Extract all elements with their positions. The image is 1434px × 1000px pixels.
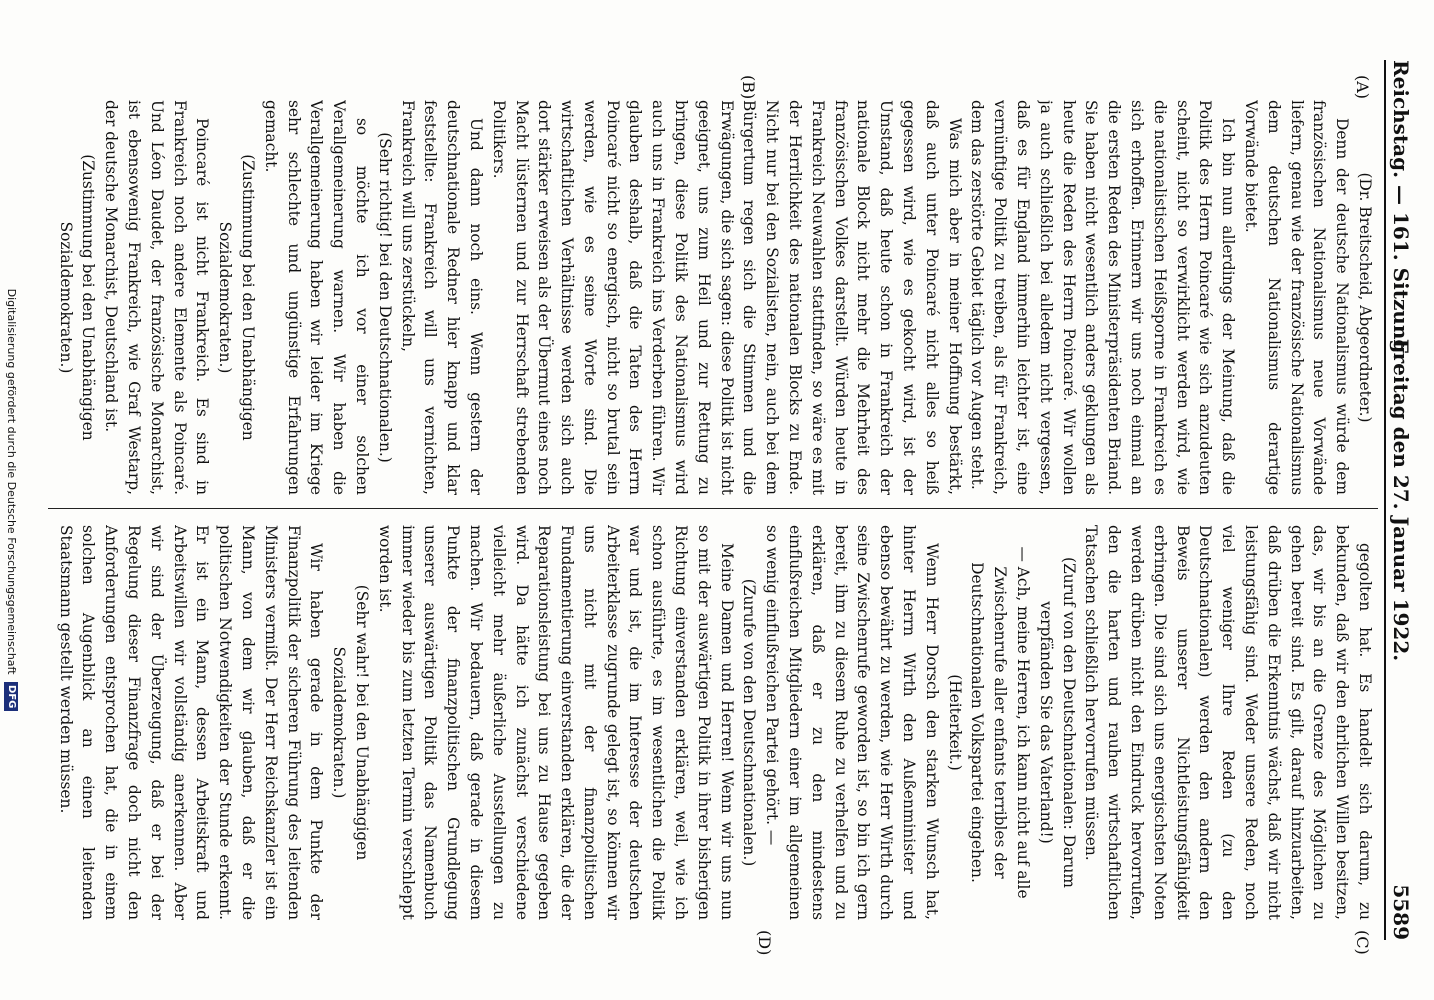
paragraph: Denn der deutsche Nationalismus würde dem französischen Nationalismus neue Vorwände liefern, genau wie der französische Nationalismus dem deutschen Nationalismus derartige Vorwände bietet. [1242, 100, 1352, 495]
paragraph: Wir haben gerade in dem Punkte der Finanzpolitik der sicheren Führung des leitenden Ministers vermißt. Der Herr Reichskanzler ist ein Mann, von dem wir glauben, daß er die politischen Notwendigkeiten der Stunde erkennt. Er ist ein Mann, dessen Arbeitskraft und Arbeitswillen wir vollständig anerkennen. Aber wir sind der Überzeugung, daß er bei der Regelung dieser Finanzfrage doch nicht den Anforderungen entsprochen hat, die in einem solchen Augenblick an einen leitenden Staatsmann gestellt werden müssen. [56, 525, 326, 920]
paragraph: (Zustimmung bei den Unabhängigen Sozialdemokraten.) [56, 154, 98, 441]
header-title: Reichstag. — 161. Sitzung. [1389, 60, 1413, 361]
paragraph: (Heiterkeit.) [945, 674, 964, 771]
header-date: Freitag den 27. Januar 1922. [1389, 338, 1413, 662]
paragraph: (Sehr wahr! bei den Unabhängigen Sozialdemokraten.) [330, 584, 371, 861]
left-column [56, 100, 1376, 495]
paragraph: (Zurufe von den Deutschnationalen.) [740, 578, 759, 867]
column-divider [48, 508, 1378, 509]
margin-marker-d: (D) [755, 930, 774, 956]
margin-marker-b: (B) [739, 75, 758, 100]
page-header [1384, 60, 1416, 940]
paragraph: Und dann noch eins. Wenn gestern der deutschnationale Redner hier knapp und klar feststellte: Frankreich will uns vernichten, Frankreich will uns zerstückeln, [398, 100, 485, 495]
paragraph: Ich bin nun allerdings der Meinung, daß die Politik des Herrn Poincaré wie sich anzudeuten scheint, nicht so verwirklicht werden wird, wie die nationalistischen Heißsporne in Frankreich es sich erhoffen. Erinnern wir uns noch einmal an die ersten Reden des Ministerpräsidenten Briand. Sie haben nicht wesentlich anders geklungen als heute die Reden des Herrn Poincaré. Wir wollen ja auch schließlich bei alledem nicht vergessen, daß es für England immerhin leichter ist, eine vernünftige Politik zu treiben, als für Frankreich, dem das zerstörte Gebiet täglich vor Augen steht. [968, 100, 1238, 495]
paragraph: gegolten hat. Es handelt sich darum, zu bekunden, daß wir den ehrlichen Willen besitzen, das, wir bis an die Grenze des Möglichen zu gehen bereit sind. Es gilt, darauf hinzuarbeiten, daß drüben die Erkenntnis wächst, daß wir nicht leistungsfähig sind. Weder unsere Reden, noch viel weniger Ihre Reden (zu den Deutschnationalen) werden den andern den Beweis unserer Nichtleistungsfähigkeit erbringen. Die sind sich uns energischsten Noten werden drüben nicht den Eindruck hervorrufen, den die harten und rauhen wirtschaftlichen Tatsachen schließlich hervorrufen müssen. [1082, 525, 1374, 920]
paragraph: Wenn Herr Dorsch den starken Wunsch hat, hinter Herrn Wirth den Außenminister und ebenso bewährt zu werden, wie Herr Wirth durch seine Zwischenrufe geworden ist, so bin ich gern bereit, ihm zu diesem Ruhe zu verhelfen und zu erklären, daß er zu den mindestens einflußreichen Mitgliedern einer im allgemeinen so wenig einflußreichen Partei gehört. — [763, 525, 941, 920]
paragraph: (Zuruf von den Deutschnationalen: Darum verpfänden Sie das Vaterland!) [1036, 557, 1078, 888]
paragraph: Poincaré ist nicht Frankreich. Es sind in Frankreich noch andere Elemente als Poincaré. Und Léon Daudet, der französische Monarchist, ist ebensowenig Frankreich, wie Graf Westarp, der deutsche Monarchist, Deutschland ist. [102, 100, 212, 495]
footer-text: Digitalisierung gefördert durch die Deutsche Forschungsgemeinschaft [5, 288, 18, 675]
paragraph: (Dr. Breitscheid, Abgeordneter.) [1356, 172, 1374, 423]
paragraph: — Ach, meine Herren, ich kann nicht auf alle Zwischenrufe aller enfants terribles der Deutschnationalen Volkspartei eingehen. [968, 546, 1033, 899]
dfg-logo: DFG [4, 682, 18, 711]
page-number: 5589 [1389, 884, 1413, 940]
margin-marker-a: (A) [1353, 75, 1372, 100]
right-column [56, 525, 1376, 920]
paragraph: Was mich aber in meiner Hoffnung bestärkt, daß auch unter Poincaré nicht alles so heiß gegessen wird, wie es gekocht wird, ist der Umstand, daß heute schon in Frankreich der nationale Block nicht mehr die Mehrheit des französischen Volkes darstellt. Würden heute in Frankreich Neuwahlen stattfinden, so wäre es mit der Herrlichkeit des nationalen Blocks zu Ende. Nicht nur bei den Sozialisten, nein, auch bei dem Bürgertum regen sich die Stimmen und die Erwägungen, die sich sagen: diese Politik ist nicht geeignet, uns zum Heil und zur Rettung zu bringen, diese Politik des Nationalismus wird auch uns in Frankreich ins Verderben führen. Wir glauben deshalb, daß die Taten des Herrn Poincaré nicht so energisch, nicht so brutal sein werden, wie es seine Worte sind. Die wirtschaftlichen Verhältnisse werden sich auch dort stärker erweisen als der Übermut eines noch Macht lüsternen und zur Herrschaft strebenden Politikers. [489, 100, 964, 495]
margin-marker-c: (C) [1353, 930, 1372, 955]
paragraph: (Sehr richtig! bei den Deutschnationalen.) [375, 132, 394, 463]
digitization-footer [0, 0, 22, 1000]
paragraph: so möchte ich vor einer solchen Verallgemeinerung warnen. Wir haben die Verallgemeinerung haben wir leider im Kriege sehr schlechte und ungünstige Erfahrungen gemacht. [261, 100, 371, 495]
paragraph: (Zustimmung bei den Unabhängigen Sozialdemokraten.) [216, 154, 257, 441]
paragraph: Meine Damen und Herren! Wenn wir uns nun so mit der auswärtigen Politik in ihrer bisherigen Richtung einverstanden erklären, weil, wie ich schon ausführte, es im wesentlichen die Politik war und ist, die im Interesse der deutschen Arbeiterklasse zugrunde gelegt ist, so können wir uns nicht mit der finanzpolitischen Fundamentierung einverstanden erklären, die der Reparationsleistung bei uns zu Hause gegeben wird. Da hätte ich zunächst verschiedene vielleicht mehr äußerliche Ausstellungen zu machen. Wir bedauern, daß gerade in diesem Punkte der finanzpolitischen Grundlegung unserer auswärtigen Politik das Namenbuch immer wieder bis zum letzten Termin verschleppt worden ist. [375, 525, 736, 920]
